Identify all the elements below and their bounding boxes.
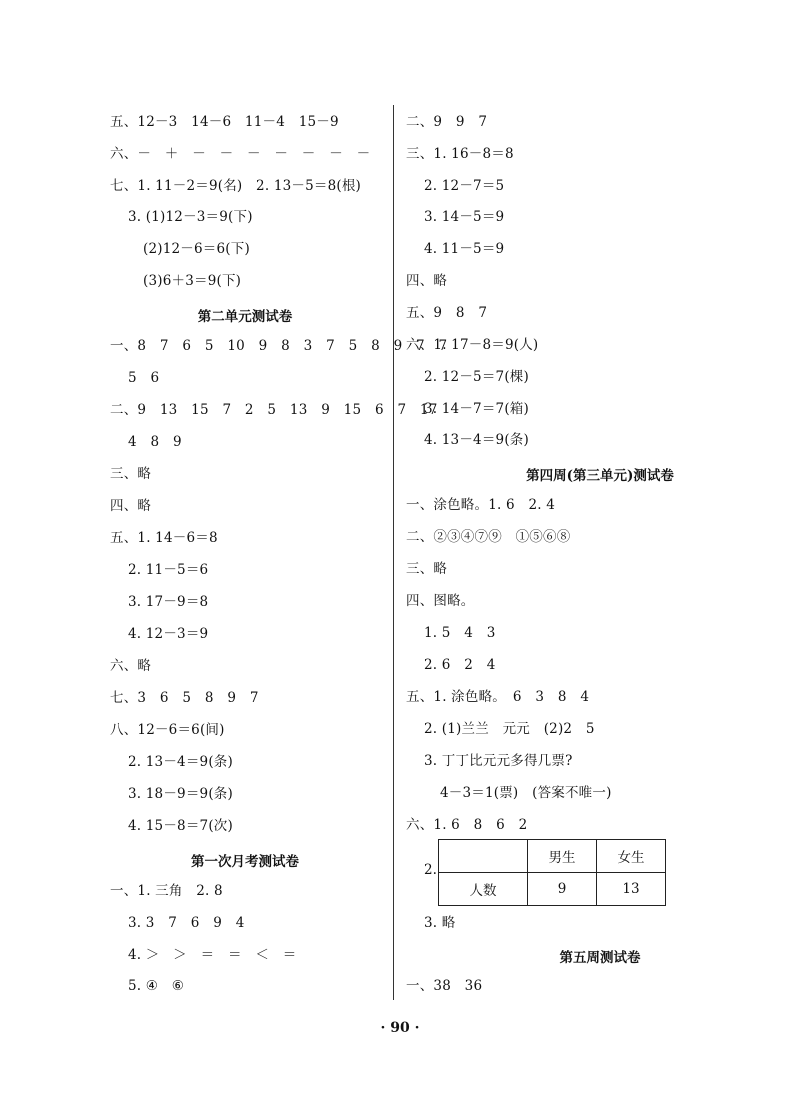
table-prefix: 2. [424, 862, 437, 878]
section-heading: 第二单元测试卷 [197, 309, 293, 325]
answer-line: 2. (1)兰兰 元元 (2)2 5 [424, 721, 595, 737]
answer-line: 五、1. 14－6＝8 [110, 530, 218, 546]
answer-table [438, 839, 666, 906]
answer-line: 七、3 6 5 8 9 7 [110, 690, 259, 706]
answer-line: 2. 6 2 4 [424, 657, 496, 673]
answer-line: 六、略 [110, 658, 152, 674]
answer-line: 3. (1)12－3＝9(下) [128, 209, 253, 225]
answer-line: 二、9 9 7 [406, 114, 488, 130]
answer-line: 3. 略 [424, 915, 456, 931]
answer-line: 一、8 7 6 5 10 9 8 3 7 5 8 9 7 7 [110, 338, 448, 354]
answer-line: 4. ＞ ＞ ＝ ＝ ＜ ＝ [128, 947, 297, 963]
table-row-label: 人数 [439, 873, 528, 906]
answer-line: 七、1. 11－2＝9(名) 2. 13－5＝8(根) [110, 178, 362, 194]
answer-line: 2. 13－4＝9(条) [128, 754, 233, 770]
answer-line: (3)6＋3＝9(下) [143, 273, 242, 289]
answer-line: 六、1. 17－8＝9(人) [406, 337, 539, 353]
answer-line: 三、略 [110, 466, 152, 482]
answer-line: 4. 15－8＝7(次) [128, 818, 233, 834]
answer-line: 3. 17－9＝8 [128, 594, 209, 610]
answer-line: 1. 5 4 3 [424, 625, 496, 641]
answer-line: 一、1. 三角 2. 8 [110, 883, 223, 899]
table-row [439, 840, 666, 873]
answer-line: 一、38 36 [406, 978, 483, 994]
answer-line: 五、1. 涂色略。 6 3 8 4 [406, 689, 590, 705]
answer-line: 五、9 8 7 [406, 305, 488, 321]
answer-line: 六、－ ＋ － － － － － － － [110, 146, 371, 162]
answer-line: 4 8 9 [128, 434, 182, 450]
answer-line: 四、略 [406, 273, 448, 289]
answer-line: 二、9 13 15 7 2 5 13 9 15 6 7 17 [110, 402, 438, 418]
section-heading: 第五周测试卷 [559, 950, 641, 966]
table-row [439, 873, 666, 906]
answer-line: 2. 12－5＝7(棵) [424, 369, 529, 385]
answer-line: 三、略 [406, 561, 448, 577]
answer-line: 4. 13－4＝9(条) [424, 432, 529, 448]
answer-line: 3. 丁丁比元元多得几票? [424, 753, 573, 769]
table-cell [439, 840, 528, 873]
answer-line: 二、②③④⑦⑨ ①⑤⑥⑧ [406, 529, 571, 545]
answer-line: 四、略 [110, 498, 152, 514]
table-header-cell: 女生 [597, 840, 666, 873]
table-cell: 13 [597, 873, 666, 906]
answer-line: 3. 14－7＝7(箱) [424, 401, 529, 417]
section-heading: 第四周(第三单元)测试卷 [526, 468, 674, 484]
table-cell: 9 [528, 873, 597, 906]
page-number: · 90 · [380, 1020, 420, 1036]
answer-line: 4. 12－3＝9 [128, 626, 209, 642]
answer-line: 3. 18－9＝9(条) [128, 786, 233, 802]
answer-line: 2. 11－5＝6 [128, 562, 209, 578]
answer-line: 八、12－6＝6(间) [110, 722, 225, 738]
answer-line: 三、1. 16－8＝8 [406, 146, 514, 162]
table-header-cell: 男生 [528, 840, 597, 873]
answer-line: 六、1. 6 8 6 2 [406, 817, 528, 833]
column-divider [393, 105, 394, 1000]
answer-line: 5 6 [128, 370, 160, 386]
answer-line: 4－3＝1(票) (答案不唯一) [440, 785, 612, 801]
answer-line: 2. 12－7＝5 [424, 178, 505, 194]
answer-line: 4. 11－5＝9 [424, 241, 505, 257]
answer-line: 四、图略。 [406, 593, 475, 609]
answer-line: 一、涂色略。1. 6 2. 4 [406, 497, 556, 513]
answer-line: 五、12－3 14－6 11－4 15－9 [110, 114, 339, 130]
answer-line: 3. 3 7 6 9 4 [128, 915, 245, 931]
answer-line: 5. ④ ⑥ [128, 978, 185, 994]
section-heading: 第一次月考测试卷 [191, 854, 299, 870]
answer-line: 3. 14－5＝9 [424, 209, 505, 225]
answer-line: (2)12－6＝6(下) [143, 241, 250, 257]
